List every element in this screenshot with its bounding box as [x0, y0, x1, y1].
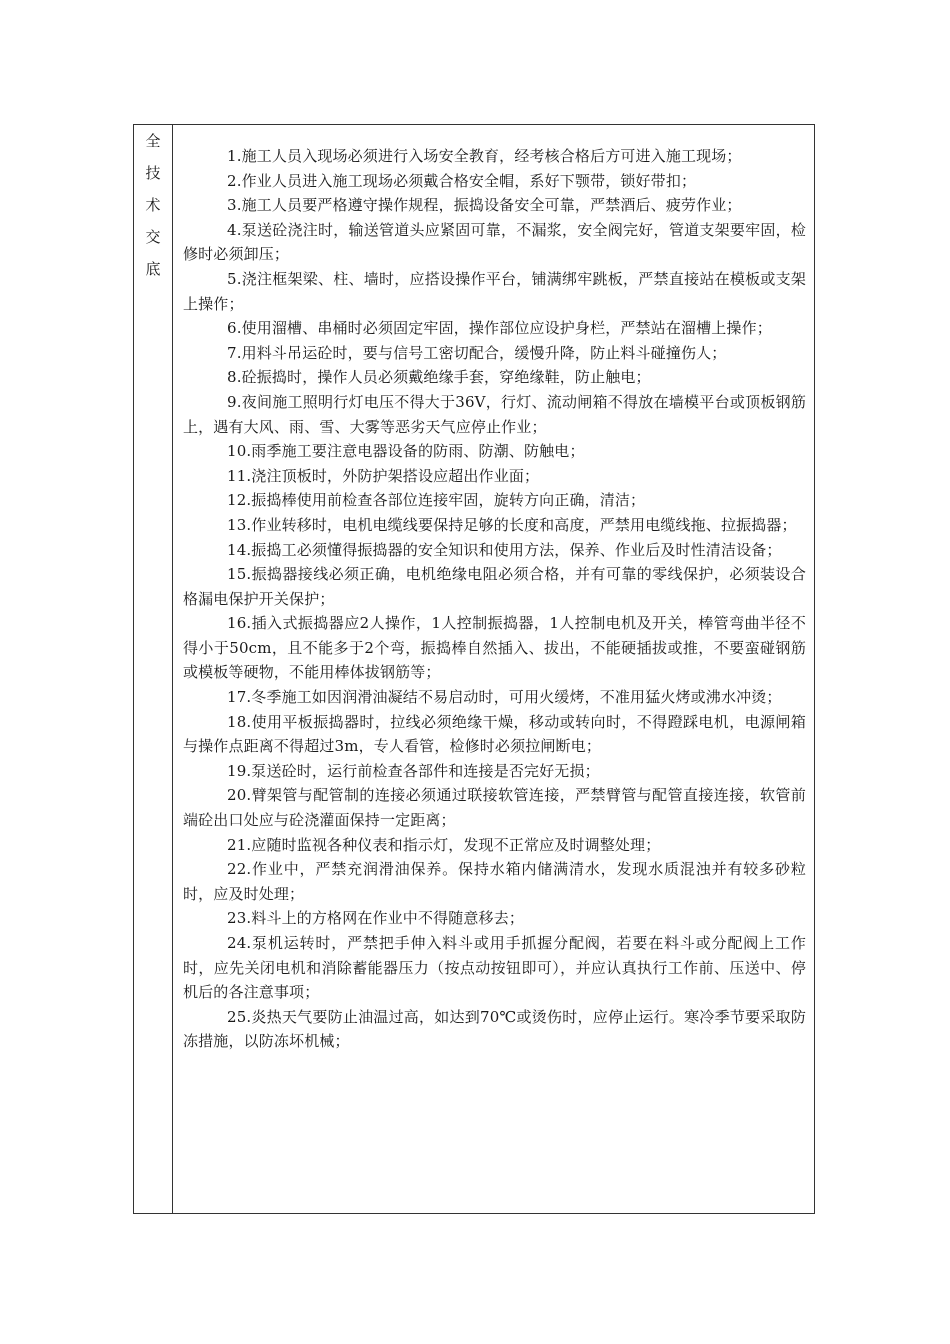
- clause-21: 21.应随时监视各种仪表和指示灯，发现不正常应及时调整处理；: [227, 835, 661, 854]
- clause-16: 16.插入式振捣器应2人操作，1人控制振捣器，1人控制电机及开关，棒管弯曲半径不得小于50cm，且不能多于2个弯，振捣棒自然插入、拔出，不能硬插拔或推，不要蛮碰钢筋或模板等硬物，不能用棒体拔钢筋等；: [183, 614, 806, 682]
- clause-24: 24.泵机运转时，严禁把手伸入料斗或用手抓握分配阀，若要在料斗或分配阀上工作时，应先关闭电机和消除蓄能器压力（按点动按钮即可），并应认真执行工作前、压送中、停机后的各注意事项；: [183, 934, 806, 1002]
- clause-14: 14.振捣工必须懂得振捣器的安全知识和使用方法，保养、作业后及时性清洁设备；: [227, 540, 782, 559]
- clause-5: 5.浇注框架梁、柱、墙时，应搭设操作平台，铺满绑牢跳板，严禁直接站在模板或支架上操作；: [183, 269, 806, 313]
- clause-10: 10.雨季施工要注意电器设备的防雨、防潮、防触电；: [227, 442, 585, 461]
- section-label-column: [134, 125, 173, 1213]
- clause-22: 22.作业中，严禁充润滑油保养。保持水箱内储满清水，发现水质混浊并有较多砂粒时，应及时处理；: [183, 860, 806, 903]
- clause-18: 18.使用平板振捣器时，拉线必须绝缘干燥，移动或转向时，不得蹬踩电机，电源闸箱与操作点距离不得超过3m，专人看管，检修时必须拉闸断电；: [183, 712, 806, 756]
- clause-13: 13.作业转移时，电机电缆线要保持足够的长度和高度，严禁用电缆线拖、拉振捣器；: [227, 515, 797, 534]
- section-label-char: 技: [145, 164, 161, 182]
- safety-disclosure-table: [133, 124, 815, 1214]
- clause-23: 23.料斗上的方格网在作业中不得随意移去；: [227, 909, 525, 928]
- clause-8: 8.砼振捣时，操作人员必须戴绝缘手套，穿绝缘鞋，防止触电；: [227, 368, 651, 387]
- clause-3: 3.施工人员要严格遵守操作规程，振捣设备安全可靠，严禁酒后、疲劳作业；: [227, 196, 742, 215]
- clause-25: 25.炎热天气要防止油温过高，如达到70℃或烫伤时，应停止运行。寒冷季节要采取防冻措施，以防冻坏机械；: [183, 1007, 806, 1051]
- section-label-char: 术: [145, 196, 161, 214]
- clause-7: 7.用料斗吊运砼时，要与信号工密切配合，缓慢升降，防止料斗碰撞伤人；: [227, 343, 727, 362]
- clause-15: 15.振捣器接线必须正确，电机绝缘电阻必须合格，并有可靠的零线保护，必须装设合格漏电保护开关保护；: [183, 565, 806, 608]
- clause-19: 19.泵送砼时，运行前检查各部件和连接是否完好无损；: [227, 761, 600, 780]
- clause-20: 20.臂架管与配管制的连接必须通过联接软管连接，严禁臂管与配管直接连接，软管前端砼出口处应与砼浇灌面保持一定距离；: [183, 786, 806, 830]
- clauses-content: [173, 125, 814, 1213]
- clause-2: 2.作业人员进入施工现场必须戴合格安全帽，系好下颚带，锁好带扣；: [227, 171, 697, 190]
- section-label-char: 全: [145, 132, 161, 150]
- clause-12: 12.振捣棒使用前检查各部位连接牢固，旋转方向正确，清洁；: [227, 491, 646, 510]
- clause-4: 4.泵送砼浇注时，输送管道头应紧固可靠，不漏浆，安全阀完好，管道支架要牢固，检修时必须卸压；: [183, 220, 806, 264]
- section-label-char: 底: [145, 260, 161, 278]
- clause-11: 11.浇注顶板时，外防护架搭设应超出作业面；: [227, 466, 540, 485]
- section-label-char: 交: [145, 228, 161, 246]
- clause-6: 6.使用溜槽、串桶时必须固定牢固，操作部位应设护身栏，严禁站在溜槽上操作；: [227, 319, 772, 338]
- clause-1: 1.施工人员入现场必须进行入场安全教育，经考核合格后方可进入施工现场；: [227, 147, 742, 165]
- clause-9: 9.夜间施工照明行灯电压不得大于36V，行灯、流动闸箱不得放在墙模平台或顶板钢筋上，遇有大风、雨、雪、大雾等恶劣天气应停止作业；: [183, 392, 806, 436]
- clause-17: 17.冬季施工如因润滑油凝结不易启动时，可用火缓烤，不准用猛火烤或沸水冲烫；: [227, 688, 782, 707]
